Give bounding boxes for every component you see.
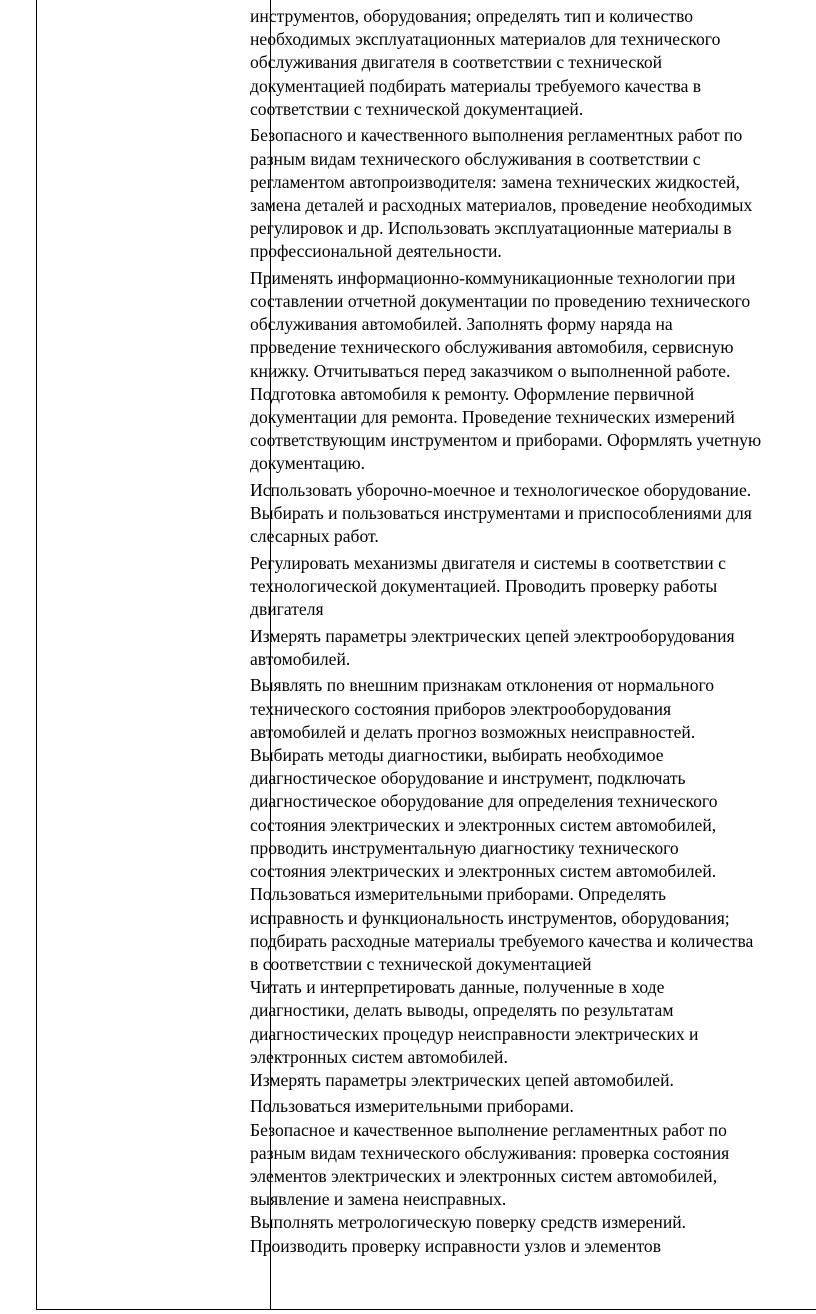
text-line: документацию. bbox=[250, 453, 366, 474]
text-line: проводить инструментальную диагностику технического bbox=[250, 837, 679, 858]
text-line: автомобилей и делать прогноз возможных неисправностей. bbox=[250, 721, 696, 742]
text-line: диагностики, делать выводы, определять по результатам bbox=[250, 1000, 674, 1021]
text-line: Выполнять метрологическую поверку средств измерений. bbox=[250, 1212, 687, 1233]
text-line: Подготовка автомобиля к ремонту. Оформление первичной bbox=[250, 383, 695, 404]
text-line: замена деталей и расходных материалов, проведение необходимых bbox=[250, 194, 753, 215]
text-line: элементов электрических и электронных систем автомобилей, bbox=[250, 1166, 718, 1187]
text-line: двигателя bbox=[250, 599, 324, 620]
text-line: слесарных работ. bbox=[250, 526, 379, 547]
paragraph bbox=[250, 5, 816, 121]
text-line: Читать и интерпретировать данные, полученные в ходе bbox=[250, 977, 665, 998]
text-line: документации для ремонта. Проведение технических измерений bbox=[250, 407, 735, 428]
paragraph bbox=[250, 124, 816, 263]
text-line: разным видам технического обслуживания: проверка состояния bbox=[250, 1142, 730, 1163]
text-line: Измерять параметры электрических цепей автомобилей. bbox=[250, 1069, 674, 1090]
text-line: проведение технического обслуживания автомобиля, сервисную bbox=[250, 337, 734, 358]
text-line: Регулировать механизмы двигателя и системы в соответствии с bbox=[250, 552, 726, 573]
text-line: электронных систем автомобилей. bbox=[250, 1046, 508, 1067]
text-line: состояния электрических и электронных систем автомобилей, bbox=[250, 814, 717, 835]
text-line: Безопасное и качественное выполнение регламентных работ по bbox=[250, 1119, 727, 1140]
table bbox=[36, 0, 816, 1310]
text-line: соответствующим инструментом и приборами. Оформлять учетную bbox=[250, 430, 762, 451]
text-line: Пользоваться измерительными приборами. bbox=[250, 1096, 574, 1117]
paragraph bbox=[250, 1095, 816, 1257]
text-line: профессиональной деятельности. bbox=[250, 241, 502, 262]
text-line: диагностических процедур неисправности электрических и bbox=[250, 1023, 699, 1044]
text-line: разным видам технического обслуживания в соответствии с bbox=[250, 148, 701, 169]
text-line: Производить проверку исправности узлов и элементов bbox=[250, 1235, 662, 1256]
text-line: составлении отчетной документации по проведению технического bbox=[250, 291, 751, 312]
left-column-cell bbox=[37, 0, 234, 1309]
text-line: Выбирать методы диагностики, выбирать необходимое bbox=[250, 745, 664, 766]
text-line: состояния электрических и электронных систем автомобилей. bbox=[250, 861, 717, 882]
text-line: технического состояния приборов электрооборудования bbox=[250, 698, 672, 719]
text-line: Применять информационно-коммуникационные технологии при bbox=[250, 267, 736, 288]
text-line: книжку. Отчитываться перед заказчиком о выполненной работе. bbox=[250, 360, 731, 381]
text-line: Безопасного и качественного выполнения регламентных работ по bbox=[250, 125, 743, 146]
text-line: соответствии с технической документацией. bbox=[250, 98, 584, 119]
text-line: в соответствии с технической документацией bbox=[250, 953, 592, 974]
text-line: регламентом автопроизводителя: замена технических жидкостей, bbox=[250, 171, 740, 192]
paragraph bbox=[250, 674, 816, 1092]
right-column-cell bbox=[250, 5, 816, 1261]
text-line: документацией подбирать материалы требуемого качества в bbox=[250, 75, 702, 96]
text-line: Измерять параметры электрических цепей электрооборудования bbox=[250, 625, 735, 646]
text-line: выявление и замена неисправных. bbox=[250, 1189, 507, 1210]
text-line: исправность и функциональность инструментов, оборудования; bbox=[250, 907, 730, 928]
text-line: подбирать расходные материалы требуемого качества и количества bbox=[250, 930, 754, 951]
text-line: Пользоваться измерительными приборами. Определять bbox=[250, 884, 667, 905]
text-line: обслуживания двигателя в соответствии с технической bbox=[250, 52, 663, 73]
text-line: Использовать уборочно-моечное и технологическое оборудование. bbox=[250, 479, 752, 500]
text-line: регулировок и др. Использовать эксплуатационные материалы в bbox=[250, 218, 732, 239]
paragraph bbox=[250, 479, 816, 549]
paragraph bbox=[250, 267, 816, 476]
text-line: инструментов, оборудования; определять тип и количество bbox=[250, 6, 694, 26]
text-line: Выбирать и пользоваться инструментами и приспособлениями для bbox=[250, 503, 752, 524]
text-line: необходимых эксплуатационных материалов для технического bbox=[250, 29, 721, 50]
text-line: диагностическое оборудование для определения технического bbox=[250, 791, 718, 812]
text-line: Выявлять по внешним признакам отклонения от нормального bbox=[250, 675, 715, 696]
paragraph bbox=[250, 625, 816, 671]
text-line: автомобилей. bbox=[250, 648, 351, 669]
text-line: диагностическое оборудование и инструмент, подключать bbox=[250, 768, 686, 789]
text-line: технологической документацией. Проводить проверку работы bbox=[250, 576, 718, 597]
text-line: обслуживания автомобилей. Заполнять форму наряда на bbox=[250, 314, 673, 335]
paragraph bbox=[250, 552, 816, 622]
